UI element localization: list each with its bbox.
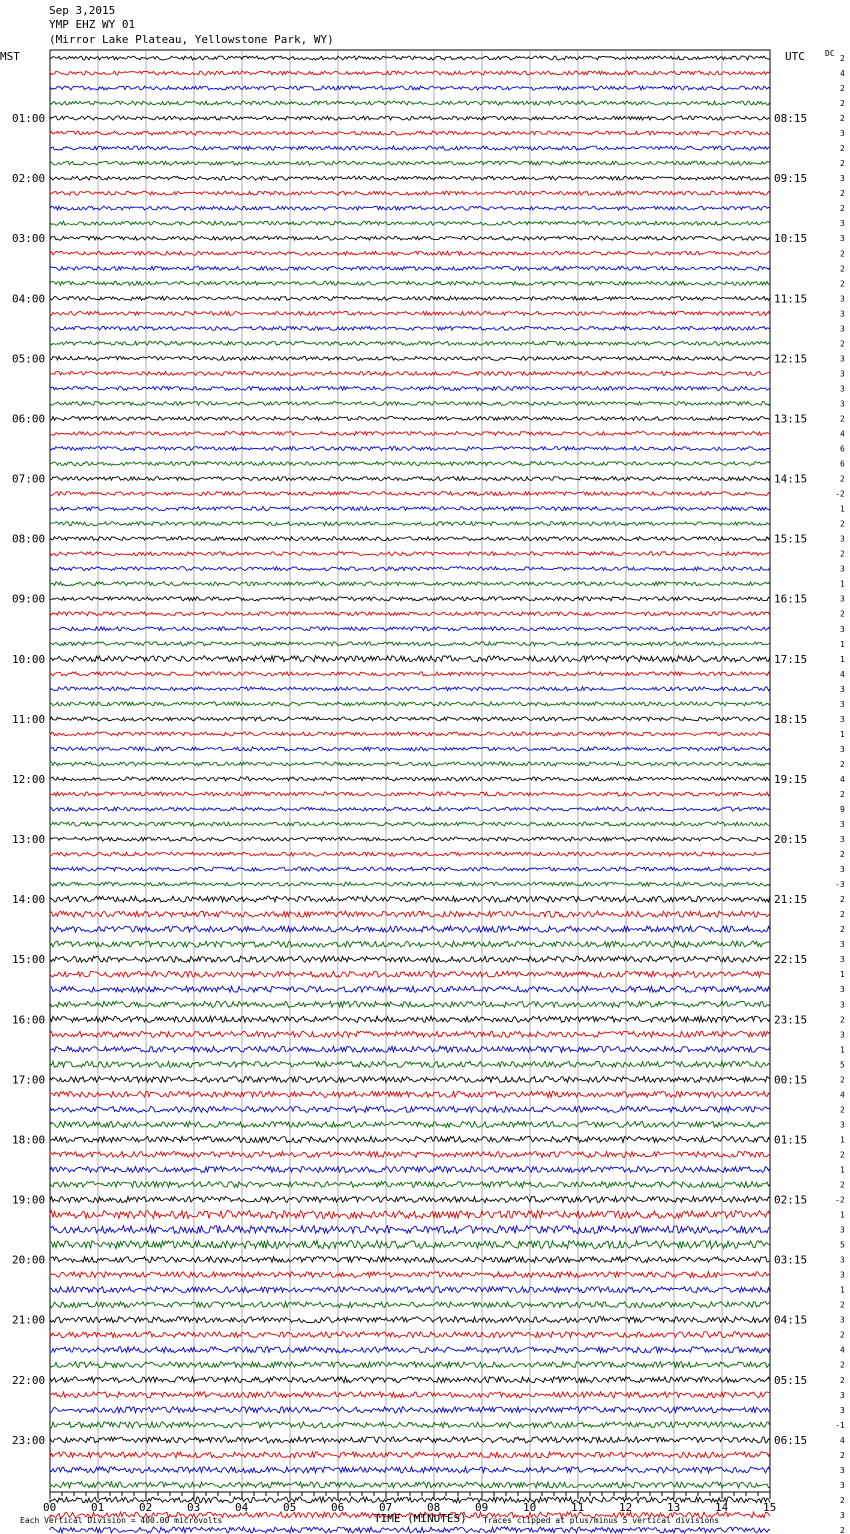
dc-offset-value: 2 <box>840 1495 845 1505</box>
utc-hour-label: 18:15 <box>774 712 808 726</box>
dc-offset-value: 3 <box>840 714 845 724</box>
seismic-trace <box>50 867 770 871</box>
dc-offset-value: 3 <box>840 324 845 334</box>
dc-offset-value: 3 <box>840 234 845 244</box>
seismic-trace <box>50 402 770 406</box>
mst-hour-label: 14:00 <box>12 893 46 907</box>
utc-hour-label: 21:15 <box>774 893 808 907</box>
utc-hour-label: 12:15 <box>774 352 808 366</box>
seismic-trace <box>50 537 770 541</box>
seismic-trace <box>50 926 770 932</box>
seismic-trace <box>50 687 770 691</box>
x-tick-label: 11 <box>571 1501 585 1514</box>
seismic-trace <box>50 552 770 556</box>
seismic-trace <box>50 1226 770 1234</box>
dc-offset-value: 2 <box>840 850 845 860</box>
seismic-trace <box>50 386 770 390</box>
dc-offset-value: 2 <box>840 1360 845 1370</box>
utc-hour-label: 10:15 <box>774 232 808 246</box>
dc-offset-value: 3 <box>840 1390 845 1400</box>
dc-offset-value: 3 <box>840 820 845 830</box>
seismic-trace <box>50 131 770 135</box>
dc-offset-value: 2 <box>840 414 845 424</box>
seismic-trace <box>50 1091 770 1097</box>
dc-offset-value: 1 <box>840 1285 845 1295</box>
dc-offset-value: 2 <box>840 1015 845 1025</box>
dc-offset-value: 1 <box>840 1045 845 1055</box>
seismic-trace <box>50 732 770 736</box>
x-tick-label: 09 <box>475 1501 489 1514</box>
x-tick-label: 01 <box>91 1501 105 1514</box>
seismic-trace <box>50 971 770 977</box>
station-location: (Mirror Lake Plateau, Yellowstone Park, WY) <box>49 33 334 46</box>
x-tick-label: 07 <box>379 1501 393 1514</box>
seismic-trace <box>50 567 770 571</box>
dc-offset-value: 4 <box>840 1435 845 1445</box>
mst-hour-label: 16:00 <box>12 1013 46 1027</box>
mst-hour-label: 17:00 <box>12 1073 46 1087</box>
x-axis-title: TIME (MINUTES) <box>374 1512 467 1525</box>
dc-offset-value: 1 <box>840 639 845 649</box>
dc-offset-value: 2 <box>840 789 845 799</box>
utc-hour-label: 16:15 <box>774 592 808 606</box>
seismic-trace <box>50 71 770 75</box>
seismic-traces <box>50 56 770 1534</box>
plot-date: Sep 3,2015 <box>49 4 116 17</box>
seismic-trace <box>50 1197 770 1203</box>
dc-offset-value: 1 <box>840 729 845 739</box>
dc-offset-value: 3 <box>840 354 845 364</box>
mst-hour-label: 15:00 <box>12 953 46 967</box>
mst-hour-label: 19:00 <box>12 1193 46 1207</box>
station-id: YMP EHZ WY 01 <box>49 18 136 31</box>
seismic-trace <box>50 116 770 120</box>
seismic-trace <box>50 417 770 421</box>
x-tick-label: 05 <box>283 1501 297 1514</box>
seismic-trace <box>50 956 770 962</box>
x-tick-label: 03 <box>187 1501 201 1514</box>
seismic-trace <box>50 101 770 105</box>
seismic-trace <box>50 702 770 706</box>
dc-offset-value: 6 <box>840 459 845 469</box>
dc-offset-value: 1 <box>840 1165 845 1175</box>
seismic-trace <box>50 447 770 451</box>
dc-offset-value: 3 <box>840 309 845 319</box>
seismic-trace <box>50 807 770 811</box>
utc-hour-label: 01:15 <box>774 1133 808 1147</box>
mst-hour-label: 13:00 <box>12 833 46 847</box>
seismic-trace <box>50 1031 770 1037</box>
dc-offset-value: 2 <box>840 1450 845 1460</box>
utc-hour-label: 17:15 <box>774 652 808 666</box>
x-tick-label: 12 <box>619 1501 633 1514</box>
dc-offset-value: 3 <box>840 1225 845 1235</box>
seismic-trace <box>50 266 770 270</box>
dc-offset-value: 5 <box>840 1060 845 1070</box>
dc-offset-value: 5 <box>840 1240 845 1250</box>
dc-offset-value: 3 <box>840 294 845 304</box>
dc-offset-value: 2 <box>840 114 845 124</box>
dc-offset-value: 3 <box>840 1030 845 1040</box>
seismic-trace <box>50 852 770 856</box>
seismic-trace <box>50 612 770 616</box>
seismic-trace <box>50 176 770 180</box>
seismic-trace <box>50 717 770 721</box>
dc-offset-value: 2 <box>840 1105 845 1115</box>
dc-offset-value: 4 <box>840 1090 845 1100</box>
utc-hour-label: 00:15 <box>774 1073 808 1087</box>
dc-offset-value: 3 <box>840 219 845 229</box>
utc-hour-label: 03:15 <box>774 1253 808 1267</box>
utc-hour-label: 09:15 <box>774 172 808 186</box>
dc-offset-value: 2 <box>840 759 845 769</box>
mst-label: MST <box>0 50 20 63</box>
dc-offset-value: 2 <box>840 519 845 529</box>
seismic-trace <box>50 792 770 796</box>
seismic-trace <box>50 1347 770 1353</box>
dc-offset-value: 3 <box>840 369 845 379</box>
seismic-trace <box>50 1152 770 1158</box>
utc-label: UTC <box>785 50 805 63</box>
dc-offset-value: 3 <box>840 1315 845 1325</box>
mst-hour-label: 08:00 <box>12 532 46 546</box>
dc-offset-value: 3 <box>840 744 845 754</box>
utc-hour-label: 08:15 <box>774 112 808 126</box>
seismic-trace <box>50 462 770 466</box>
seismic-trace <box>50 911 770 917</box>
dc-offset-value: 4 <box>840 669 845 679</box>
dc-offset-value: 4 <box>840 69 845 79</box>
seismic-trace <box>50 1001 770 1007</box>
seismic-trace <box>50 1167 770 1173</box>
dc-offset-value: 2 <box>840 549 845 559</box>
dc-offset-value: 3 <box>840 1000 845 1010</box>
seismic-trace <box>50 986 770 992</box>
dc-offset-value: 2 <box>840 54 845 63</box>
mst-hour-label: 06:00 <box>12 412 46 426</box>
mst-hour-label: 03:00 <box>12 232 46 246</box>
dc-offset-value: 2 <box>840 204 845 214</box>
seismic-trace <box>50 522 770 526</box>
seismic-trace <box>50 582 770 586</box>
dc-offset-value: 2 <box>840 895 845 905</box>
seismic-trace <box>50 1497 770 1503</box>
dc-offset-value: -3 <box>835 880 845 890</box>
x-tick-label: 02 <box>139 1501 153 1514</box>
seismic-trace <box>50 1257 770 1263</box>
mst-hour-label: 12:00 <box>12 772 46 786</box>
dc-offset-value: 2 <box>840 249 845 259</box>
seismic-trace <box>50 1211 770 1219</box>
seismic-trace <box>50 1016 770 1022</box>
seismic-trace <box>50 1362 770 1368</box>
seismic-trace <box>50 747 770 751</box>
dc-offset-value: 3 <box>840 940 845 950</box>
seismic-trace <box>50 777 770 781</box>
dc-offset-value: 2 <box>840 84 845 94</box>
mst-hour-label: 09:00 <box>12 592 46 606</box>
seismic-trace <box>50 236 770 240</box>
dc-offset-value: 3 <box>840 684 845 694</box>
mst-hour-label: 05:00 <box>12 352 46 366</box>
dc-offset-value: 3 <box>840 384 845 394</box>
seismic-trace <box>50 1407 770 1413</box>
seismic-trace <box>50 356 770 360</box>
mst-hour-label: 11:00 <box>12 712 46 726</box>
mst-hour-label: 01:00 <box>12 112 46 126</box>
seismic-trace <box>50 1332 770 1338</box>
dc-offset-value: 3 <box>840 1480 845 1490</box>
utc-hour-label: 14:15 <box>774 472 808 486</box>
utc-hour-label: 15:15 <box>774 532 808 546</box>
seismic-trace <box>50 1061 770 1067</box>
seismic-trace <box>50 1182 770 1188</box>
dc-offset-value: 3 <box>840 985 845 995</box>
seismic-trace <box>50 1422 770 1428</box>
seismic-trace <box>50 432 770 436</box>
seismic-trace <box>50 146 770 150</box>
dc-offset-value: 3 <box>840 174 845 184</box>
utc-hour-label: 11:15 <box>774 292 808 306</box>
seismic-trace <box>50 1317 770 1323</box>
dc-offset-value: 1 <box>840 579 845 589</box>
dc-offset-value: 1 <box>840 654 845 664</box>
dc-offset-value: 9 <box>840 805 845 814</box>
dc-offset-value: 1 <box>840 1210 845 1220</box>
seismic-trace <box>50 882 770 886</box>
seismic-trace <box>50 341 770 345</box>
dc-offset-value: 2 <box>840 159 845 169</box>
seismic-trace <box>50 1076 770 1082</box>
mst-hour-label: 22:00 <box>12 1373 46 1387</box>
mst-hour-label: 20:00 <box>12 1253 46 1267</box>
dc-offset-value: 2 <box>840 1180 845 1190</box>
utc-hour-label: 13:15 <box>774 412 808 426</box>
dc-offset-value: 2 <box>840 1300 845 1310</box>
mst-hour-label: 10:00 <box>12 652 46 666</box>
seismic-trace <box>50 221 770 225</box>
seismic-trace <box>50 1482 770 1488</box>
seismic-trace <box>50 642 770 646</box>
dc-offset-value: 2 <box>840 910 845 920</box>
dc-offset-value: 3 <box>840 699 845 709</box>
dc-offset-value: 1 <box>840 970 845 980</box>
seismic-trace <box>50 311 770 315</box>
dc-offset-value: 2 <box>840 189 845 199</box>
x-tick-label: 15 <box>763 1501 777 1514</box>
dc-offset-value: 2 <box>840 609 845 619</box>
dc-offset-value: -1 <box>835 1420 845 1430</box>
dc-offset-value: 3 <box>840 1255 845 1265</box>
seismic-trace <box>50 1452 770 1458</box>
seismic-trace <box>50 1287 770 1293</box>
seismic-trace <box>50 86 770 90</box>
dc-offset-value: 3 <box>840 1510 845 1520</box>
mst-hour-label: 21:00 <box>12 1313 46 1327</box>
dc-offset-value: 2 <box>840 1525 845 1534</box>
dc-offset-value: -2 <box>835 489 845 499</box>
seismic-trace <box>50 822 770 826</box>
seismic-trace <box>50 597 770 601</box>
dc-offset-value: 1 <box>840 1135 845 1145</box>
seismic-trace <box>50 1377 770 1383</box>
dc-offset-value: 2 <box>840 1375 845 1385</box>
dc-offset-value: 3 <box>840 534 845 544</box>
x-axis <box>43 1492 776 1514</box>
seismic-trace <box>50 896 770 902</box>
seismic-trace <box>50 56 770 60</box>
dc-offset-value: 2 <box>840 279 845 289</box>
utc-hour-label: 20:15 <box>774 833 808 847</box>
seismic-trace <box>50 492 770 496</box>
utc-hour-label: 02:15 <box>774 1193 808 1207</box>
dc-offset-values <box>835 54 845 1534</box>
dc-offset-value: 2 <box>840 474 845 484</box>
seismic-trace <box>50 507 770 511</box>
seismic-trace <box>50 941 770 947</box>
seismic-trace <box>50 1527 770 1533</box>
utc-hour-label: 05:15 <box>774 1373 808 1387</box>
dc-label: DC <box>825 49 835 58</box>
mst-hour-label: 07:00 <box>12 472 46 486</box>
dc-offset-value: 2 <box>840 1075 845 1085</box>
x-tick-label: 14 <box>715 1501 729 1514</box>
dc-offset-value: 3 <box>840 955 845 965</box>
utc-hour-label: 04:15 <box>774 1313 808 1327</box>
seismic-trace <box>50 1302 770 1308</box>
dc-offset-value: 3 <box>840 564 845 574</box>
dc-offset-value: 1 <box>840 504 845 514</box>
dc-offset-value: 3 <box>840 399 845 409</box>
utc-hour-label: 23:15 <box>774 1013 808 1027</box>
seismic-trace <box>50 191 770 195</box>
clip-note: Traces clipped at plus/minus 5 vertical divisions <box>483 1516 720 1525</box>
utc-hour-label: 19:15 <box>774 772 808 786</box>
dc-offset-value: 3 <box>840 835 845 845</box>
mst-hour-label: 18:00 <box>12 1133 46 1147</box>
seismic-trace <box>50 1121 770 1127</box>
seismic-trace <box>50 371 770 375</box>
seismic-trace <box>50 1437 770 1443</box>
dc-offset-value: -2 <box>835 1195 845 1205</box>
dc-offset-value: 6 <box>840 444 845 454</box>
dc-offset-value: 3 <box>840 1120 845 1130</box>
x-tick-label: 00 <box>43 1501 57 1514</box>
dc-offset-value: 4 <box>840 429 845 439</box>
seismic-trace <box>50 762 770 766</box>
seismic-trace <box>50 1241 770 1249</box>
seismic-trace <box>50 296 770 300</box>
scale-note: Each Vertical Division = 400.00 microvolts <box>20 1516 223 1525</box>
seismic-trace <box>50 281 770 285</box>
mst-hour-label: 04:00 <box>12 292 46 306</box>
seismic-trace <box>50 1137 770 1143</box>
dc-offset-value: 2 <box>840 1330 845 1340</box>
dc-offset-value: 4 <box>840 774 845 784</box>
seismic-trace <box>50 206 770 210</box>
utc-hour-label: 22:15 <box>774 953 808 967</box>
x-tick-label: 04 <box>235 1501 249 1514</box>
dc-offset-value: 3 <box>840 624 845 634</box>
x-tick-label: 13 <box>667 1501 681 1514</box>
dc-offset-value: 3 <box>840 129 845 139</box>
x-tick-label: 10 <box>523 1501 537 1514</box>
seismic-trace <box>50 326 770 330</box>
seismic-trace <box>50 1467 770 1473</box>
dc-offset-value: 3 <box>840 594 845 604</box>
dc-offset-value: 4 <box>840 1345 845 1355</box>
seismic-trace <box>50 1046 770 1052</box>
x-tick-label: 08 <box>427 1501 441 1514</box>
seismic-trace <box>50 656 770 662</box>
dc-offset-value: 3 <box>840 1465 845 1475</box>
dc-offset-value: 2 <box>840 264 845 274</box>
x-tick-label: 06 <box>331 1501 345 1514</box>
seismic-trace <box>50 161 770 165</box>
dc-offset-value: 3 <box>840 1405 845 1415</box>
dc-offset-value: 2 <box>840 1150 845 1160</box>
seismic-trace <box>50 672 770 676</box>
seismic-trace <box>50 1106 770 1112</box>
dc-offset-value: 3 <box>840 1270 845 1280</box>
right-time-labels <box>774 112 807 1447</box>
utc-hour-label: 06:15 <box>774 1433 808 1447</box>
seismic-trace <box>50 477 770 481</box>
seismic-trace <box>50 837 770 841</box>
dc-offset-value: 2 <box>840 925 845 935</box>
dc-offset-value: 2 <box>840 144 845 154</box>
mst-hour-label: 02:00 <box>12 172 46 186</box>
dc-offset-value: 3 <box>840 865 845 875</box>
dc-offset-value: 2 <box>840 339 845 349</box>
seismic-trace <box>50 1272 770 1278</box>
mst-hour-label: 23:00 <box>12 1433 46 1447</box>
dc-offset-value: 2 <box>840 99 845 109</box>
left-time-labels <box>12 112 45 1447</box>
seismic-trace <box>50 627 770 631</box>
seismic-trace <box>50 251 770 255</box>
seismic-trace <box>50 1392 770 1398</box>
